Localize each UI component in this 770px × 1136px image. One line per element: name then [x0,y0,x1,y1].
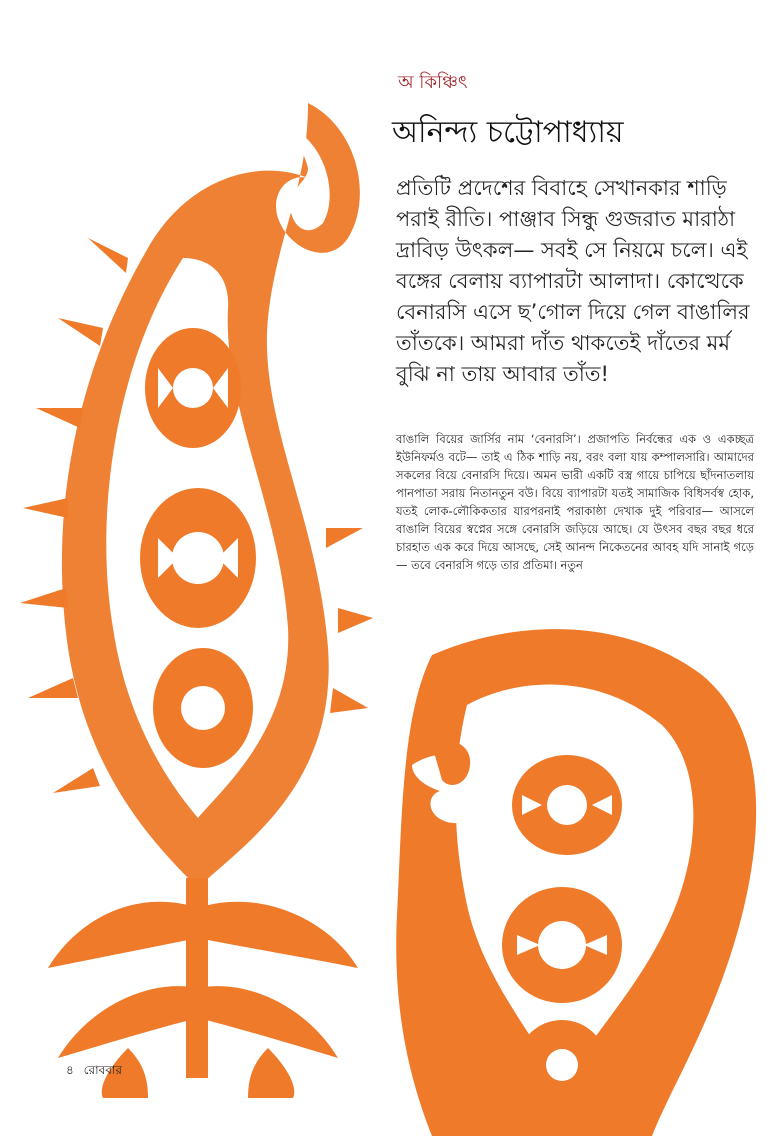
section-label: অ কিঞ্চিৎ [398,72,468,93]
magazine-name: রোববার [83,1063,123,1077]
paisley-illustration-small [372,615,770,1136]
page-footer [66,1062,122,1082]
page-number: ৪ [66,1063,74,1077]
author-name: অনিন্দ্য চট্টোপাধ্যায় [392,115,624,150]
body-paragraph: বাঙালি বিয়ের জার্সির নাম ‘বেনারসি’। প্রজাপতি নির্বন্ধের এক ও একচ্ছত্র ইউনিফর্মও বটে— তাই এ ঠিক শাড়ি নয়, বরং বলা যায় কম্পালসারি। আমাদের সকলের বিয়ে বেনারসি দিয়ে। অমন ভারী একটি বস্ত্র গায়ে চাপিয়ে ছাঁদনাতলায় পানপাতা সরায় নিতানতুন বউ। বিয়ে ব্যাপারটা যতই সামাজিক বিধিসর্বস্ব হোক, যতই লোক-লৌকিকতার যারপরনাই পরাকাষ্ঠা দেখাক দুই পরিবার— আসলে বাঙালি বিয়ের স্বপ্নের সঙ্গে বেনারসি জড়িয়ে আছে। যে উৎসব বছর বছর ধরে চারহাত এক করে দিয়ে আসছে, সেই আনন্দ নিকেতনের আবহ যদি সানাই গড়ে— তবে বেনারসি গড়ে তার প্রতিমা। নতুন [396,432,754,572]
paisley-illustration-large [8,88,378,1098]
intro-paragraph: প্রতিটি প্রদেশের বিবাহে সেখানকার শাড়ি পরাই রীতি। পাঞ্জাব সিন্ধু গুজরাত মারাঠা দ্রাবিড় উৎকল— সবই সে নিয়মে চলে। এই বঙ্গের বেলায় ব্যাপারটা আলাদা। কোত্থেকে বেনারসি এসে ছ’গোল দিয়ে গেল বাঙালির তাঁতকে। আমরা দাঁত থাকতেই দাঁতের মর্ম বুঝি না তায় আবার তাঁত! [396,176,750,386]
